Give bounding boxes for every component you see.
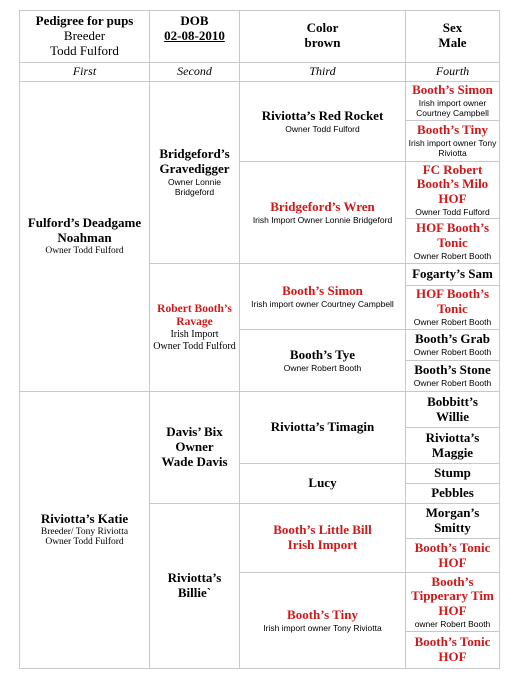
fourth-f13-cell	[406, 504, 500, 539]
third-t1-note: Owner Todd Fulford	[285, 123, 360, 134]
color-value: brown	[304, 34, 341, 50]
third-t1-name: Riviotta’s Red Rocket	[261, 107, 384, 123]
sex-cell	[406, 11, 500, 63]
fourth-f1-cell	[406, 82, 500, 121]
fourth-f7-name: Booth’s Grab	[415, 331, 490, 347]
second-s3-name: Davis’ Bix Owner Wade Davis	[161, 424, 228, 469]
generation-second: Second	[150, 63, 240, 82]
fourth-f5-cell	[406, 264, 500, 286]
third-t2-cell	[240, 162, 406, 264]
third-t3-name: Booth’s Simon	[282, 282, 363, 298]
third-t7-cell	[240, 504, 406, 573]
third-t3-note: Irish import owner Courtney Campbell	[251, 298, 394, 309]
third-t5-name: Riviotta’s Timagin	[270, 419, 375, 435]
second-s4-name: Riviotta’s Billie`	[167, 570, 222, 600]
second-s1-note: Owner Lonnie Bridgeford	[168, 177, 221, 198]
third-t6-name: Lucy	[308, 475, 337, 491]
fourth-f8-cell	[406, 361, 500, 392]
third-t4-note: Owner Robert Booth	[283, 362, 362, 373]
fourth-f3-cell	[406, 162, 500, 219]
second-s2-note2: Owner Todd Fulford	[153, 340, 236, 352]
third-t2-note: Irish Import Owner Lonnie Bridgeford	[252, 214, 393, 225]
third-t8-note: Irish import owner Tony Riviotta	[263, 622, 382, 633]
fourth-f7-note: Owner Robert Booth	[413, 347, 492, 358]
third-t8-cell	[240, 573, 406, 669]
second-s2-cell	[150, 264, 240, 392]
fourth-f4-note: Owner Robert Booth	[413, 250, 492, 261]
third-t4-cell	[240, 330, 406, 392]
second-s2-name: Robert Booth’s Ravage	[157, 302, 232, 328]
third-t6-cell	[240, 464, 406, 504]
color-cell	[240, 11, 406, 63]
fourth-f12-cell	[406, 484, 500, 504]
second-s3-cell	[150, 392, 240, 504]
first-sire-cell	[20, 82, 150, 392]
second-s2-note1: Irish Import	[170, 329, 219, 341]
third-t4-name: Booth’s Tye	[289, 346, 356, 362]
sex-label: Sex	[442, 20, 463, 35]
second-s4-cell	[150, 504, 240, 669]
fourth-f6-cell	[406, 286, 500, 330]
second-s1-name: Bridgeford’s Gravedigger	[159, 146, 230, 177]
fourth-f11-cell	[406, 464, 500, 484]
color-label: Color	[306, 20, 339, 35]
first-dam-name: Riviotta’s Katie	[40, 510, 129, 526]
generation-first: First	[20, 63, 150, 82]
fourth-f9-name: Bobbitt’s Willie	[427, 393, 478, 424]
third-t5-cell	[240, 392, 406, 464]
fourth-f7-cell	[406, 330, 500, 361]
fourth-f9-cell	[406, 392, 500, 428]
generation-third: Third	[240, 63, 406, 82]
fourth-f4-name: HOF Booth’s Tonic	[415, 219, 490, 250]
first-sire-note: Owner Todd Fulford	[45, 245, 124, 256]
fourth-f13-name: Morgan’s Smitty	[425, 505, 480, 535]
sex-value: Male	[438, 34, 467, 50]
fourth-f3-note: Owner Todd Fulford	[415, 207, 490, 218]
fourth-f5-name: Fogarty’s Sam	[412, 266, 493, 282]
pedigree-title: Pedigree for pups	[35, 13, 134, 28]
fourth-f15-note: owner Robert Booth	[414, 619, 491, 630]
first-dam-note1: Breeder/ Tony Riviotta	[40, 526, 129, 537]
fourth-f10-name: Riviotta’s Maggie	[425, 429, 480, 460]
fourth-f6-note: Owner Robert Booth	[413, 317, 492, 328]
fourth-f12-name: Pebbles	[431, 485, 474, 501]
fourth-f4-cell	[406, 219, 500, 264]
third-t1-cell	[240, 82, 406, 162]
fourth-f2-cell	[406, 121, 500, 162]
fourth-f3-name: FC Robert Booth’s Milo HOF	[416, 161, 489, 207]
fourth-f14-name: Booth’s Tonic HOF	[414, 539, 491, 570]
dob-label: DOB	[180, 13, 209, 28]
pedigree-title-cell	[20, 11, 150, 63]
fourth-f16-name: Booth’s Tonic HOF	[414, 634, 491, 664]
fourth-f8-note: Owner Robert Booth	[413, 378, 492, 389]
first-dam-cell	[20, 392, 150, 669]
third-t3-cell	[240, 264, 406, 330]
fourth-f6-name: HOF Booth’s Tonic	[415, 286, 490, 317]
fourth-f1-note: Irish import owner Courtney Campbell	[416, 98, 489, 119]
first-sire-name: Fulford’s Deadgame Noahman	[27, 215, 142, 246]
third-t7-name: Booth’s Little Bill Irish Import	[273, 522, 372, 552]
fourth-f2-note: Irish import owner Tony Riviotta	[408, 138, 497, 159]
third-t2-name: Bridgeford’s Wren	[270, 198, 375, 214]
third-t8-name: Booth’s Tiny	[287, 606, 358, 622]
fourth-f10-cell	[406, 428, 500, 464]
fourth-f15-name: Booth’s Tipperary Tim HOF	[411, 573, 494, 619]
fourth-f14-cell	[406, 539, 500, 573]
fourth-f2-name: Booth’s Tiny	[417, 122, 488, 138]
breeder-name: Todd Fulford	[50, 42, 119, 58]
fourth-f11-name: Stump	[434, 465, 471, 481]
breeder-label: Breeder	[63, 27, 106, 43]
generation-fourth: Fourth	[406, 63, 500, 82]
fourth-f16-cell	[406, 632, 500, 669]
fourth-f8-name: Booth’s Stone	[414, 362, 491, 378]
fourth-f1-name: Booth’s Simon	[412, 82, 493, 98]
pedigree-table	[19, 10, 500, 669]
second-s1-cell	[150, 82, 240, 264]
dob-value: 02-08-2010	[164, 27, 225, 43]
first-dam-note2: Owner Todd Fulford	[45, 537, 124, 548]
fourth-f15-cell	[406, 573, 500, 632]
dob-cell	[150, 11, 240, 63]
